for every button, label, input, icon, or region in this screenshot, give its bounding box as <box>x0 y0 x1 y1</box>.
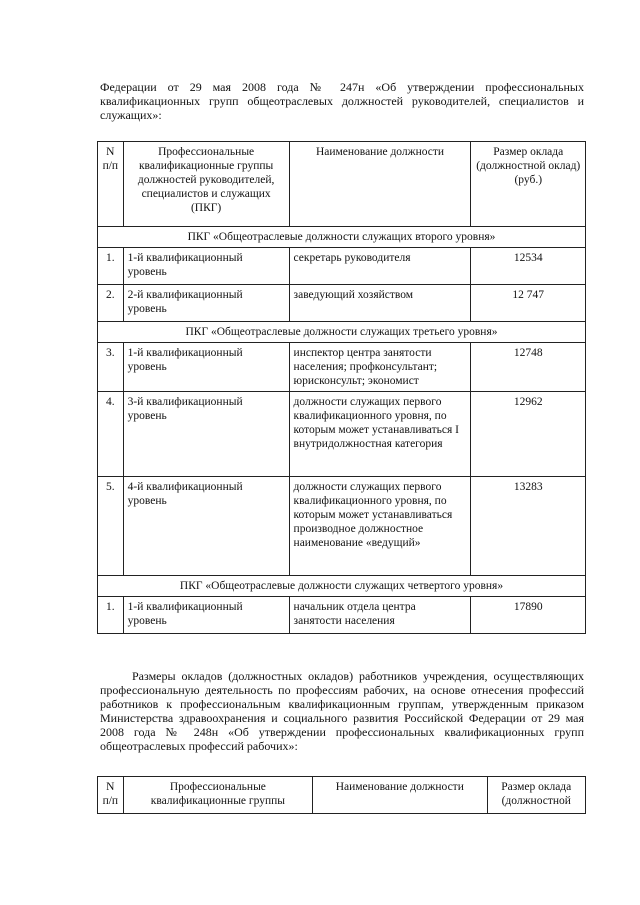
qualification-level: 4-й квалификационный уровень <box>123 477 289 576</box>
qualification-level: 2-й квалификационный уровень <box>123 285 289 322</box>
row-number: 1. <box>98 248 124 285</box>
section-title: ПКГ «Общеотраслевые должности служащих второго уровня» <box>98 227 586 248</box>
section-row <box>98 576 586 597</box>
header-position: Наименование должности <box>289 142 471 227</box>
position-name: должности служащих первого квалификационного уровня, по которым может устанавливаться I внутридолжностная категория <box>289 392 471 477</box>
section-title: ПКГ «Общеотраслевые должности служащих третьего уровня» <box>98 322 586 343</box>
salary-value: 12748 <box>471 343 586 392</box>
salary-value: 12534 <box>471 248 586 285</box>
header-group: Профессиональные квалификационные группы должностей руководителей, специалистов и служащих (ПКГ) <box>123 142 289 227</box>
section-row <box>98 322 586 343</box>
header-num: N п/п <box>98 142 124 227</box>
section-title: ПКГ «Общеотраслевые должности служащих четвертого уровня» <box>98 576 586 597</box>
position-name: заведующий хозяйством <box>289 285 471 322</box>
qualification-level: 3-й квалификационный уровень <box>123 392 289 477</box>
qualification-level: 1-й квалификационный уровень <box>123 248 289 285</box>
position-name: должности служащих первого квалификационного уровня, по которым может устанавливаться производное должностное наименование «ведущий» <box>289 477 471 576</box>
salary-value: 17890 <box>471 597 586 634</box>
header-position: Наименование должности <box>313 777 487 814</box>
header-salary: Размер оклада (должностной оклад) (руб.) <box>471 142 586 227</box>
salary-value: 12962 <box>471 392 586 477</box>
intro-paragraph: Федерации от 29 мая 2008 года № 247н «Об утверждении профессиональных квалификационных групп общеотраслевых должностей руководителей, специалистов и служащих»: <box>100 80 584 122</box>
table-row <box>98 248 586 285</box>
section-row <box>98 227 586 248</box>
qualification-level: 1-й квалификационный уровень <box>123 343 289 392</box>
position-name: секретарь руководителя <box>289 248 471 285</box>
row-number: 1. <box>98 597 124 634</box>
salary-table-employees <box>97 141 586 634</box>
salary-value: 13283 <box>471 477 586 576</box>
table-header-row <box>98 142 586 227</box>
row-number: 4. <box>98 392 124 477</box>
row-number: 2. <box>98 285 124 322</box>
table-row <box>98 477 586 576</box>
table-row <box>98 392 586 477</box>
header-group: Профессиональные квалификационные группы <box>123 777 312 814</box>
position-name: инспектор центра занятости населения; профконсультант; юрисконсульт; экономист <box>289 343 471 392</box>
row-number: 3. <box>98 343 124 392</box>
qualification-level: 1-й квалификационный уровень <box>123 597 289 634</box>
salary-value: 12 747 <box>471 285 586 322</box>
table-row <box>98 285 586 322</box>
header-salary: Размер оклада (должностной <box>487 777 585 814</box>
table-header-row <box>98 777 586 814</box>
table-row <box>98 597 586 634</box>
row-number: 5. <box>98 477 124 576</box>
position-name: начальник отдела центра занятости населения <box>289 597 471 634</box>
table-row <box>98 343 586 392</box>
header-num: N п/п <box>98 777 124 814</box>
body-paragraph: Размеры окладов (должностных окладов) работников учреждения, осуществляющих профессиональную деятельность по профессиям рабочих, на основе отнесения профессий работников к профессиональным квалификационным группам, утвержденным приказом Министерства здравоохранения и социального развития Российской Федерации от 29 мая 2008 года № 248н «Об утверждении профессиональных квалификационных групп общеотраслевых профессий рабочих»: <box>100 669 584 753</box>
table-body <box>98 227 586 634</box>
salary-table-workers <box>97 776 586 814</box>
